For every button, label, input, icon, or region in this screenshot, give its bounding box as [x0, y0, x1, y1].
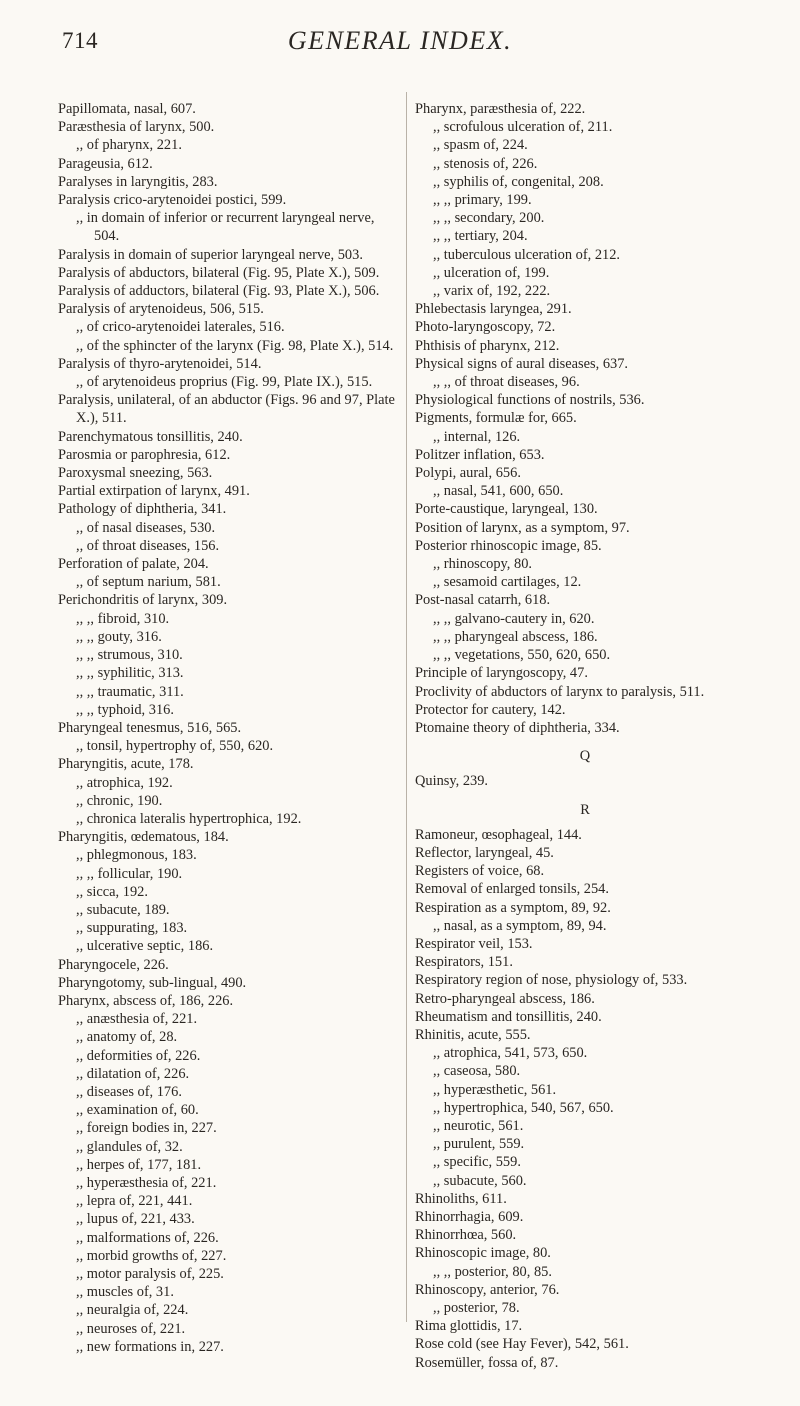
index-entry: ,, atrophica, 541, 573, 650. [433, 1045, 588, 1062]
index-entry: Pathology of diphtheria, 341. [58, 501, 227, 518]
index-entry: Registers of voice, 68. [415, 863, 545, 880]
index-entry: Ramoneur, œsophageal, 144. [415, 826, 582, 843]
index-entry: Principle of laryngoscopy, 47. [415, 665, 588, 682]
index-entry: Rosemüller, fossa of, 87. [415, 1354, 559, 1371]
index-entry: Phlebectasis laryngea, 291. [415, 301, 572, 318]
index-entry: Position of larynx, as a symptom, 97. [415, 519, 630, 536]
index-entry: Respiration as a symptom, 89, 92. [415, 899, 611, 916]
index-entry: Reflector, laryngeal, 45. [415, 844, 554, 861]
index-entry: ,, subacute, 189. [76, 901, 170, 918]
index-entry: Rima glottidis, 17. [415, 1318, 523, 1335]
index-entry: ,, ulcerative septic, 186. [76, 938, 214, 955]
index-entry: ,, glandules of, 32. [76, 1138, 183, 1155]
index-entry: ,, lepra of, 221, 441. [76, 1193, 193, 1210]
index-entry: Paralysis of thyro-arytenoidei, 514. [58, 355, 262, 372]
index-entry: Partial extirpation of larynx, 491. [58, 483, 250, 500]
index-entry: ,, suppurating, 183. [76, 920, 188, 937]
index-entry: ,, foreign bodies in, 227. [76, 1120, 217, 1137]
index-entry: Respiratory region of nose, physiology of, 533. [415, 972, 688, 989]
index-entry: Parenchymatous tonsillitis, 240. [58, 428, 243, 445]
index-entry: ,, ,, traumatic, 311. [76, 683, 184, 700]
index-entry: Parageusia, 612. [58, 155, 153, 172]
index-entry: Quinsy, 239. [415, 773, 489, 790]
index-entry: ,, atrophica, 192. [76, 774, 173, 791]
index-entry: Rhinoliths, 611. [415, 1190, 507, 1207]
index-entry: Parosmia or parophresia, 612. [58, 446, 231, 463]
index-entry: Pharyngocele, 226. [58, 956, 169, 973]
page-number: 714 [62, 28, 98, 53]
index-entry: ,, specific, 559. [433, 1154, 521, 1171]
index-entry: ,, nasal, as a symptom, 89, 94. [433, 917, 607, 934]
index-entry: ,, of septum narium, 581. [76, 574, 221, 591]
index-entry: ,, syphilis of, congenital, 208. [433, 173, 604, 190]
index-entry: Rhinorrhœa, 560. [415, 1227, 517, 1244]
index-column-right [415, 100, 755, 1372]
index-entry: ,, muscles of, 31. [76, 1284, 174, 1301]
index-entry: ,, sesamoid cartilages, 12. [433, 574, 582, 591]
index-entry: ,, of crico-arytenoidei laterales, 516. [76, 319, 285, 336]
index-entry: ,, lupus of, 221, 433. [76, 1211, 195, 1228]
index-entry: Perforation of palate, 204. [58, 556, 209, 573]
index-entry: ,, of throat diseases, 156. [76, 537, 220, 554]
index-entry: ,, ,, gouty, 316. [76, 628, 162, 645]
index-entry: Respirators, 151. [415, 954, 513, 971]
index-entry: ,, deformities of, 226. [76, 1047, 201, 1064]
index-entry: Removal of enlarged tonsils, 254. [415, 881, 609, 898]
index-entry: ,, sicca, 192. [76, 883, 148, 900]
index-entry: ,, nasal, 541, 600, 650. [433, 483, 564, 500]
column-divider [406, 92, 407, 1322]
index-entry: ,, caseosa, 580. [433, 1063, 521, 1080]
index-entry: ,, hypertrophica, 540, 567, 650. [433, 1099, 614, 1116]
index-entry: Paralysis of abductors, bilateral (Fig. 95, Plate X.), 509. [58, 264, 380, 281]
index-entry: ,, ,, of throat diseases, 96. [433, 374, 580, 391]
index-entry: Paralyses in laryngitis, 283. [58, 173, 218, 190]
index-entry: ,, ,, syphilitic, 313. [76, 665, 184, 682]
index-entry: ,, tuberculous ulceration of, 212. [433, 246, 621, 263]
index-entry: ,, purulent, 559. [433, 1136, 525, 1153]
index-entry: ,, of pharynx, 221. [76, 137, 182, 154]
index-entry: ,, ,, galvano-cautery in, 620. [433, 610, 595, 627]
index-entry: Retro-pharyngeal abscess, 186. [415, 990, 595, 1007]
index-entry: Rose cold (see Hay Fever), 542, 561. [415, 1336, 629, 1353]
index-entry: Photo-laryngoscopy, 72. [415, 319, 556, 336]
index-entry: ,, ,, pharyngeal abscess, 186. [433, 628, 598, 645]
index-entry: Pharynx, paræsthesia of, 222. [415, 101, 586, 117]
index-entry: ,, hyperæsthetic, 561. [433, 1081, 557, 1098]
index-entry: ,, ulceration of, 199. [433, 264, 550, 281]
index-entry: ,, chronic, 190. [76, 792, 163, 809]
index-entry: ,, malformations of, 226. [76, 1229, 219, 1246]
index-entry: Rhinitis, acute, 555. [415, 1026, 531, 1043]
index-entry: ,, motor paralysis of, 225. [76, 1266, 224, 1282]
index-entry: Post-nasal catarrh, 618. [415, 592, 551, 609]
index-entry: Paroxysmal sneezing, 563. [58, 465, 213, 482]
index-entry: Ptomaine theory of diphtheria, 334. [415, 719, 620, 736]
index-entry: ,, phlegmonous, 183. [76, 847, 197, 864]
index-entry: ,, new formations in, 227. [76, 1338, 224, 1355]
index-entry: Paralysis crico-arytenoidei postici, 599. [58, 192, 287, 209]
index-entry: Rhinoscopy, anterior, 76. [415, 1281, 560, 1298]
index-entry: Rhinoscopic image, 80. [415, 1245, 551, 1262]
index-entry: Pharyngitis, œdematous, 184. [58, 829, 229, 846]
index-entry: Rheumatism and tonsillitis, 240. [415, 1008, 602, 1025]
letter-heading: Q [579, 748, 591, 765]
index-entry: ,, neuroses of, 221. [76, 1320, 186, 1337]
index-entry: Pharyngotomy, sub-lingual, 490. [58, 974, 247, 991]
index-entry: ,, chronica lateralis hypertrophica, 192. [76, 810, 302, 827]
index-entry: Papillomata, nasal, 607. [58, 101, 196, 117]
index-entry: Pharyngeal tenesmus, 516, 565. [58, 719, 242, 736]
index-entry: ,, dilatation of, 226. [76, 1065, 190, 1082]
index-entry: ,, spasm of, 224. [433, 137, 528, 154]
page-header [0, 22, 800, 62]
index-entry: ,, ,, strumous, 310. [76, 647, 183, 664]
index-entry: ,, tonsil, hypertrophy of, 550, 620. [76, 738, 274, 755]
index-entry: ,, herpes of, 177, 181. [76, 1156, 202, 1173]
index-entry: ,, morbid growths of, 227. [76, 1247, 227, 1264]
letter-heading: R [580, 801, 590, 818]
index-entry: ,, neuralgia of, 224. [76, 1302, 189, 1319]
index-entry: Physical signs of aural diseases, 637. [415, 355, 629, 372]
index-entry: Respirator veil, 153. [415, 935, 533, 952]
index-entry: Pigments, formulæ for, 665. [415, 410, 577, 427]
index-entry: ,, ,, posterior, 80, 85. [433, 1263, 552, 1280]
index-entry: Perichondritis of larynx, 309. [58, 592, 228, 609]
index-entry: Porte-caustique, laryngeal, 130. [415, 501, 598, 518]
index-entry: ,, examination of, 60. [76, 1102, 199, 1119]
index-entry: Proclivity of abductors of larynx to paralysis, 511. [415, 683, 705, 700]
index-entry: ,, diseases of, 176. [76, 1083, 182, 1100]
index-entry: ,, ,, fibroid, 310. [76, 610, 170, 627]
index-entry: Rhinorrhagia, 609. [415, 1208, 524, 1225]
index-entry: ,, of the sphincter of the larynx (Fig. 98, Plate X.), 514. [76, 337, 394, 354]
index-entry: ,, in domain of inferior or recurrent laryngeal nerve, 504. [76, 210, 375, 245]
index-entry: ,, anæsthesia of, 221. [76, 1011, 198, 1028]
index-entry: Paralysis, unilateral, of an abductor (Figs. 96 and 97, Plate X.), 511. [58, 392, 395, 427]
index-entry: ,, of nasal diseases, 530. [76, 519, 216, 536]
index-entry: ,, stenosis of, 226. [433, 155, 538, 172]
index-entry: ,, hyperæsthesia of, 221. [76, 1174, 217, 1191]
index-entry: ,, internal, 126. [433, 428, 521, 445]
index-entry: Paræsthesia of larynx, 500. [58, 119, 215, 136]
index-entry: ,, varix of, 192, 222. [433, 283, 551, 300]
index-entry: Phthisis of pharynx, 212. [415, 337, 560, 354]
index-entry: Physiological functions of nostrils, 536. [415, 392, 645, 409]
index-entry: ,, rhinoscopy, 80. [433, 556, 532, 573]
index-entry: ,, scrofulous ulceration of, 211. [433, 119, 613, 136]
index-entry: ,, posterior, 78. [433, 1300, 520, 1316]
index-entry: Paralysis of arytenoideus, 506, 515. [58, 301, 264, 318]
index-entry: ,, ,, follicular, 190. [76, 865, 183, 882]
index-entry: Posterior rhinoscopic image, 85. [415, 537, 602, 554]
index-entry: ,, ,, vegetations, 550, 620, 650. [433, 647, 611, 664]
index-entry: ,, anatomy of, 28. [76, 1029, 178, 1046]
running-title: GENERAL INDEX. [287, 26, 513, 55]
index-entry: Polypi, aural, 656. [415, 465, 521, 482]
index-entry: ,, ,, typhoid, 316. [76, 701, 174, 718]
index-entry: Pharyngitis, acute, 178. [58, 756, 194, 773]
index-entry: Paralysis of adductors, bilateral (Fig. 93, Plate X.), 506. [58, 283, 380, 300]
index-entry: ,, ,, tertiary, 204. [433, 228, 528, 245]
index-entry: ,, of arytenoideus proprius (Fig. 99, Plate IX.), 515. [76, 374, 373, 391]
index-entry: Pharynx, abscess of, 186, 226. [58, 992, 234, 1009]
index-entry: Politzer inflation, 653. [415, 446, 545, 463]
index-entry: ,, ,, secondary, 200. [433, 210, 545, 227]
index-entry: Protector for cautery, 142. [415, 701, 566, 718]
index-column-left [58, 100, 400, 1356]
index-entry: Paralysis in domain of superior laryngeal nerve, 503. [58, 246, 363, 263]
index-entry: ,, subacute, 560. [433, 1172, 527, 1189]
index-entry: ,, neurotic, 561. [433, 1117, 524, 1134]
index-entry: ,, ,, primary, 199. [433, 192, 532, 209]
